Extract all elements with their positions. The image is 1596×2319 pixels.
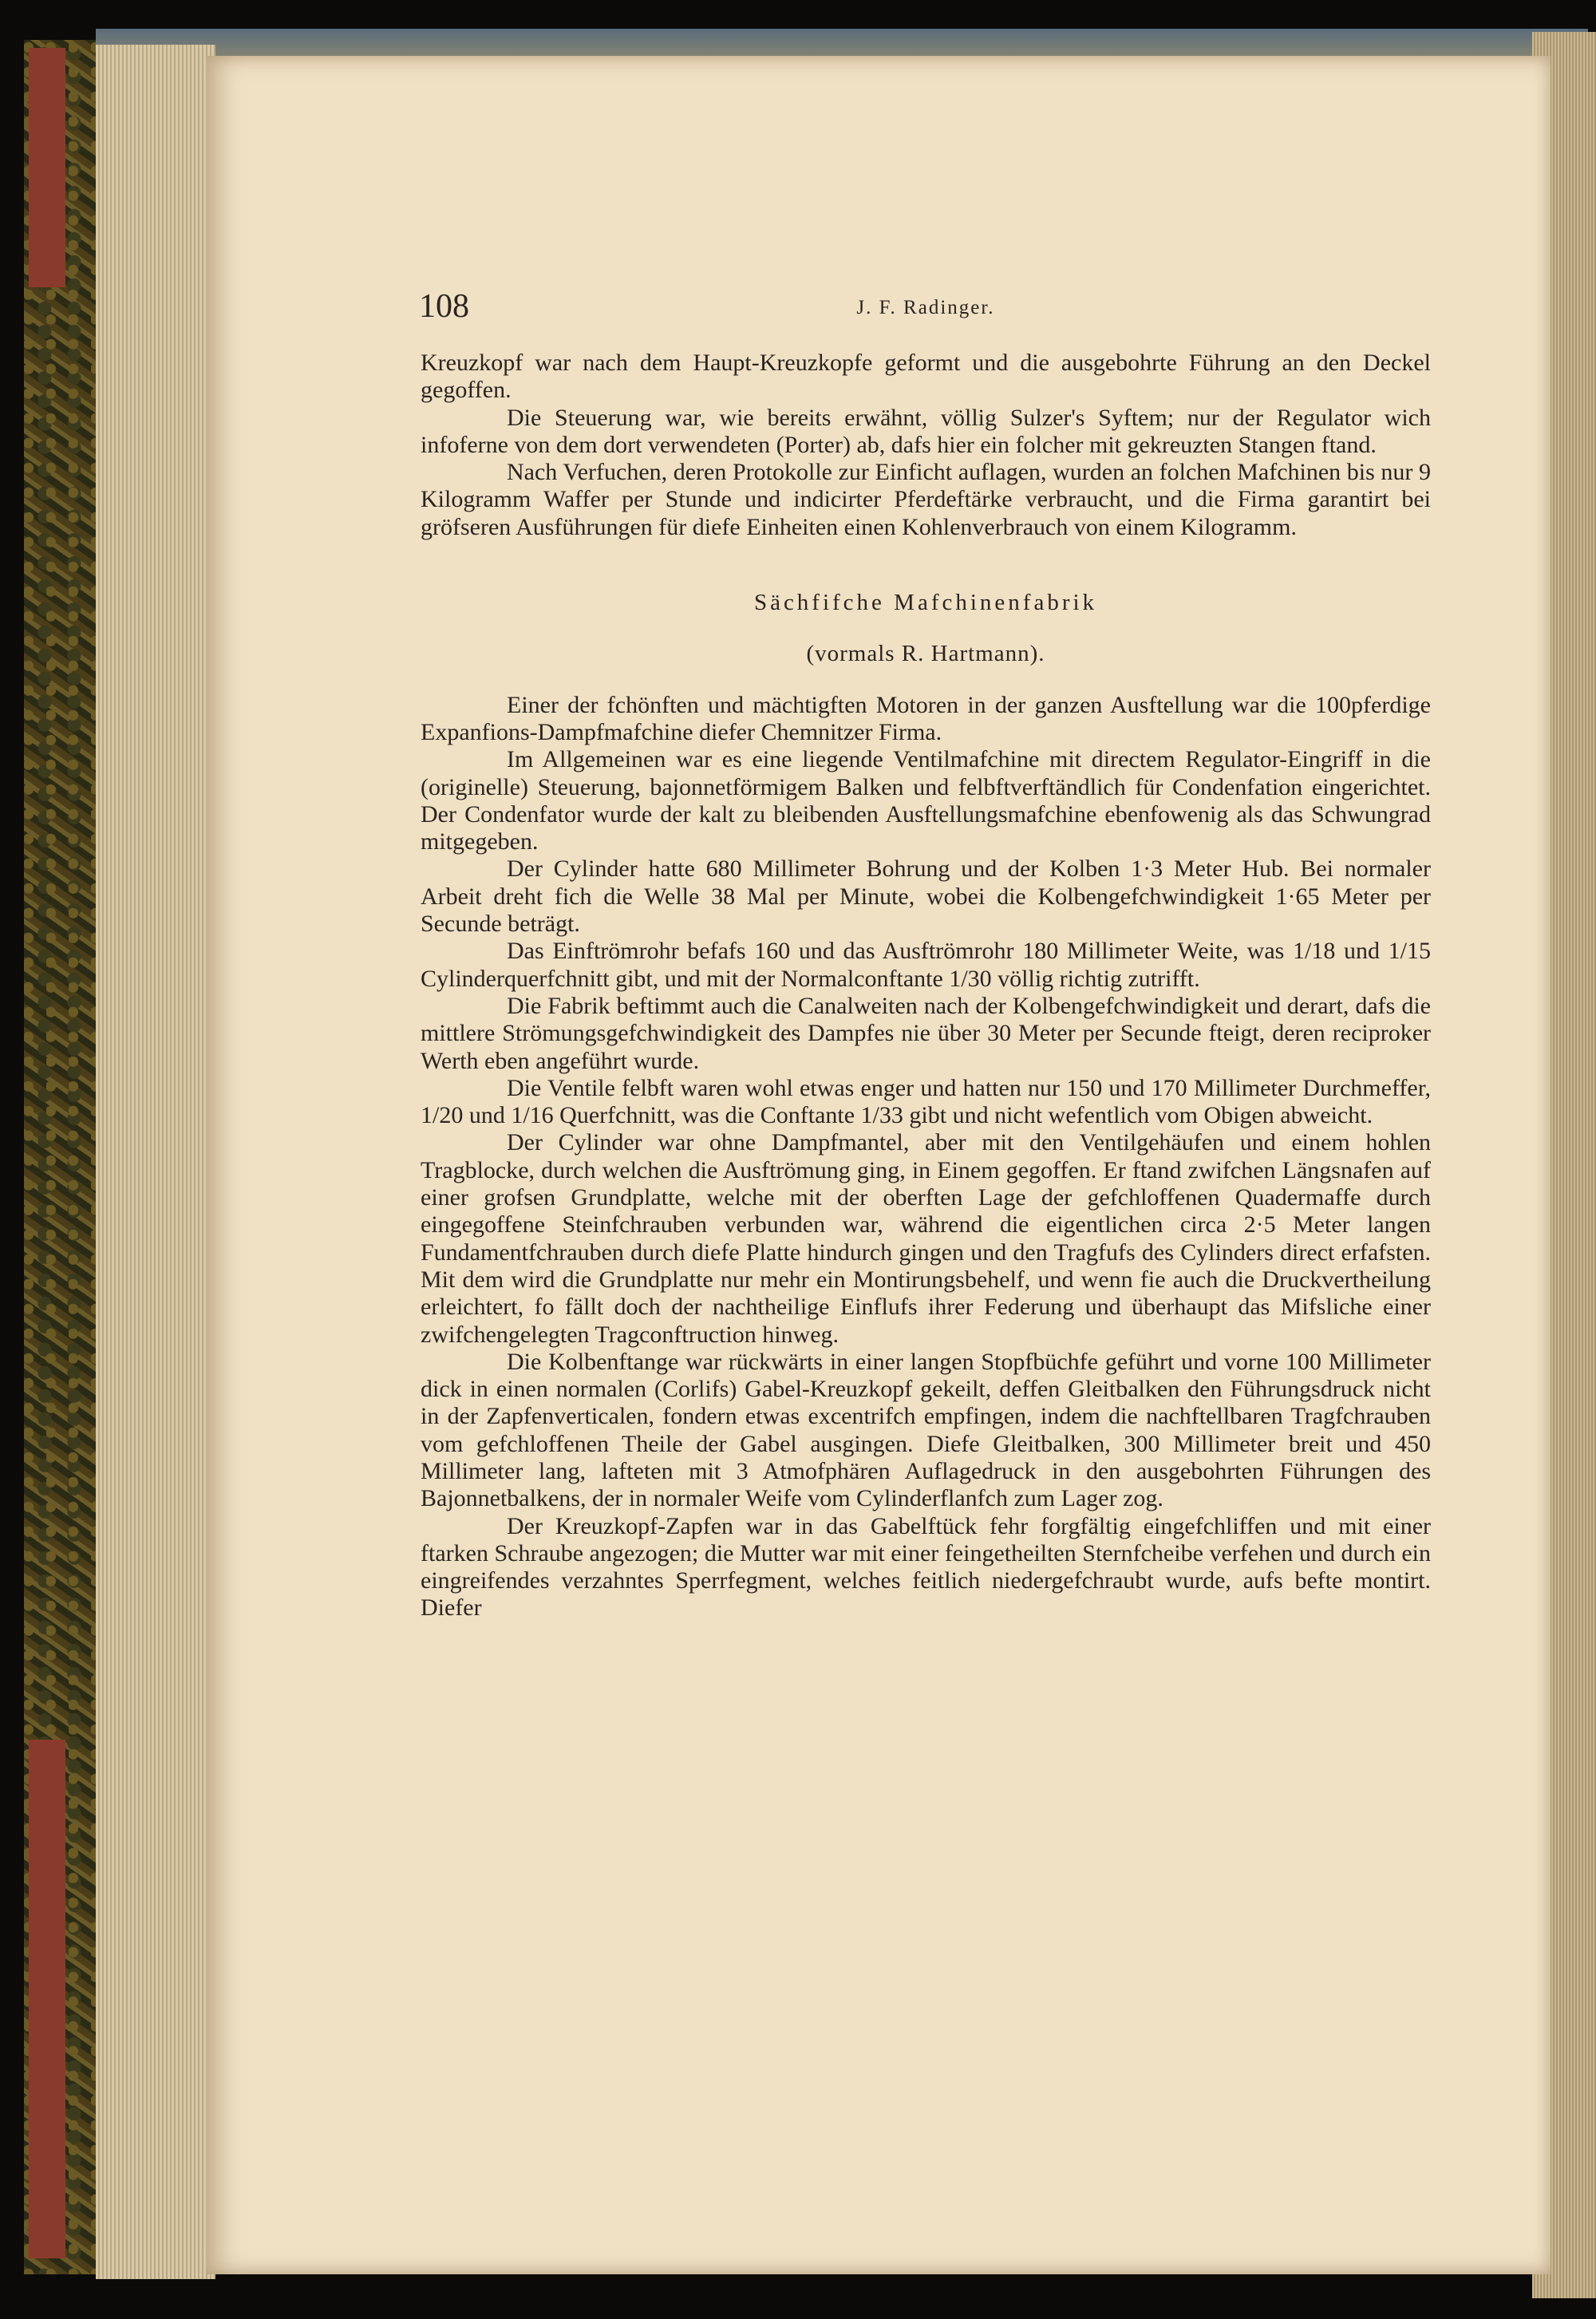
- section-title: Sächfifche Mafchinenfabrik: [753, 590, 1098, 616]
- paragraph: Kreuzkopf war nach dem Haupt-Kreuzkopfe geformt und die ausgebohrte Führung an den Deckel gegoffen.: [421, 350, 1431, 404]
- page-stack-edge: [96, 45, 215, 2279]
- book-spine-top: [29, 48, 65, 287]
- page-body: [421, 350, 1431, 1622]
- paragraph: Die Ventile felbft waren wohl etwas enger und hatten nur 150 und 170 Millimeter Durchmeffer, 1/20 und 1/16 Querfchnitt, was die Conftante 1/33 gibt und nicht wefentlich vom Obigen abweicht.: [421, 1074, 1431, 1129]
- paragraph: Die Steuerung war, wie bereits erwähnt, völlig Sulzer's Syftem; nur der Regulator wich infoferne von dem dort verwendeten (Porter) ab, dafs hier ein folcher mit gekreuzten Stangen ftand.: [421, 404, 1431, 458]
- paragraph: Das Einftrömrohr befafs 160 und das Ausftrömrohr 180 Millimeter Weite, was 1/18 und 1/15 Cylinderquerfchnitt gibt, und mit der Normalconftante 1/30 völlig richtig zutrifft.: [421, 938, 1431, 992]
- paragraph: Einer der fchönften und mächtigften Motoren in der ganzen Ausftellung war die 100pferdige Expanfions-Dampfmafchine diefer Chemnitzer Firma.: [421, 691, 1431, 745]
- paragraph: Die Fabrik beftimmt auch die Canalweiten nach der Kolbengefchwindigkeit und derart, dafs die mittlere Strömungsgefchwindigkeit des Dampfes nie über 30 Meter per Secunde fteigt, deren reciproker Werth eben angeführt wurde.: [421, 992, 1431, 1074]
- page-header: [419, 287, 1432, 335]
- paragraph: Der Kreuzkopf-Zapfen war in das Gabelftück fehr forgfältig eingefchliffen und mit einer ftarken Schraube angezogen; die Mutter war mit einer feingetheilten Sternfcheibe verfehen und durch ein eingreifendes verzahntes Sperrfegment, welches feitlich niedergefchraubt wurde, aufs befte montirt. Diefer: [421, 1512, 1431, 1622]
- book-spine-bottom: [29, 1740, 65, 2258]
- page-number: 108: [419, 288, 469, 325]
- paragraph: Nach Verfuchen, deren Protokolle zur Einficht auflagen, wurden an folchen Mafchinen bis nur 9 Kilogramm Waffer per Stunde und indicirter Pferdeftärke verbraucht, und die Firma garantirt bei gröfseren Ausführungen für diefe Einheiten einen Kohlenverbrauch von einem Kilogramm.: [421, 459, 1431, 540]
- running-head: J. F. Radinger.: [856, 297, 995, 318]
- paragraph: Die Kolbenftange war rückwärts in einer langen Stopfbüchfe geführt und vorne 100 Millimeter dick in einen normalen (Corlifs) Gabel-Kreuzkopf gekeilt, deffen Gleitbalken den Führungsdruck nicht in der Zapfenverticalen, fondern etwas excentrifch empfingen, indem die nachftellbaren Tragfchrauben vom gefchloffenen Theile der Gabel ausgingen. Diefe Gleitbalken, 300 Millimeter breit und 450 Millimeter lang, lafteten mit 3 Atmofphären Auflagedruck in den ausgebohrten Führungen des Bajonnetbalkens, der in normaler Weife vom Cylinderflanfch zum Lager zog.: [421, 1348, 1431, 1512]
- paragraph: Im Allgemeinen war es eine liegende Ventilmafchine mit directem Regulator-Eingriff in die (originelle) Steuerung, bajonnetförmigem Balken und felbftverftändlich für Condenfation eingerichtet. Der Condenfator wurde der kalt zu bleibenden Ausftellungsmafchine ebenfowenig als das Schwungrad mitgegeben.: [421, 746, 1431, 855]
- paragraph: Der Cylinder war ohne Dampfmantel, aber mit den Ventilgehäufen und einem hohlen Tragblocke, durch welchen die Ausftrömung ging, in Einem gegoffen. Er ftand zwifchen Längsnafen auf einer grofsen Grundplatte, welche mit der oberften Lage der gefchloffenen Quadermaffe durch eingegoffene Steinfchrauben verbunden war, während die eigentlichen circa 2·5 Meter langen Fundamentfchrauben durch diefe Platte hindurch gingen und den Tragfufs des Cylinders direct erfafsten. Mit dem wird die Grundplatte nur mehr ein Montirungsbehelf, und wenn fie auch die Druckvertheilung erleichtert, fo fällt doch der nachtheilige Einflufs ihrer Federung und überhaupt das Mifsliche einer zwifchengelegten Tragconftruction hinweg.: [421, 1129, 1431, 1348]
- paragraph: Der Cylinder hatte 680 Millimeter Bohrung und der Kolben 1·3 Meter Hub. Bei normaler Arbeit dreht fich die Welle 38 Mal per Minute, wobei die Kolbengefchwindigkeit 1·65 Meter per Secunde beträgt.: [421, 855, 1431, 938]
- section-subtitle: (vormals R. Hartmann).: [806, 641, 1045, 667]
